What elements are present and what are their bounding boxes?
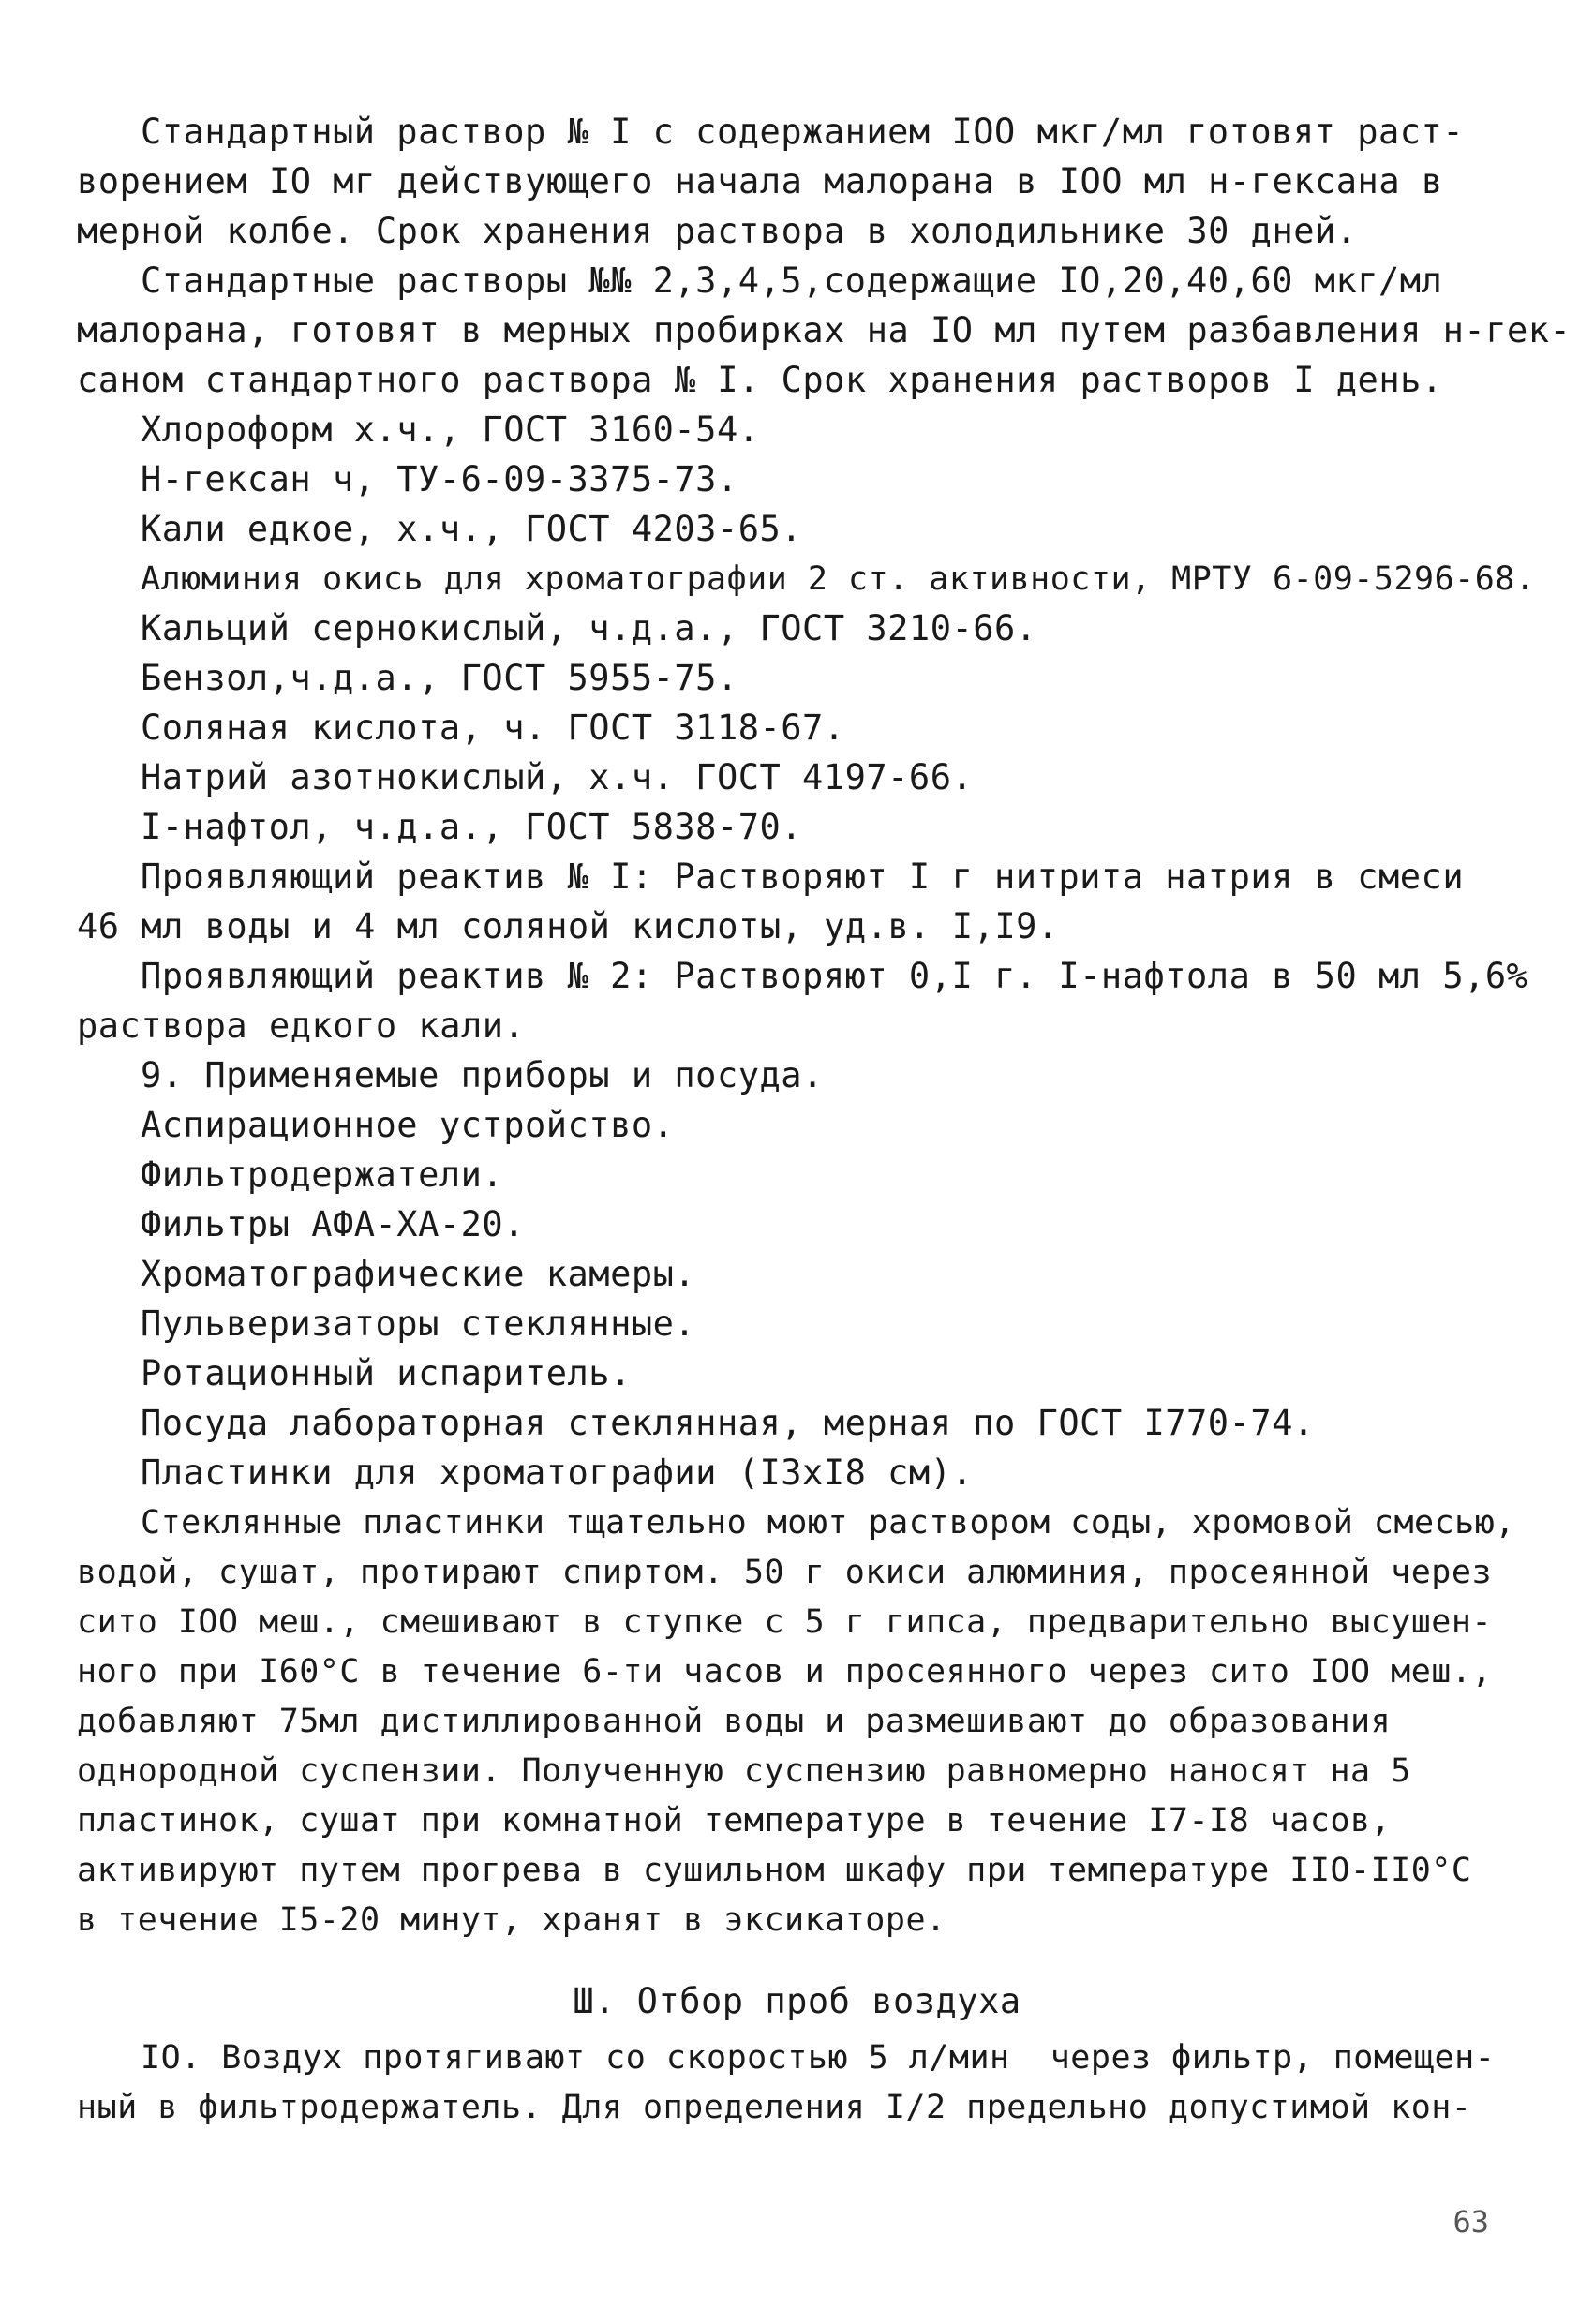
text-line: Стандартный раствор № I с содержанием IOO мкг/мл готовят раст- [141, 112, 1465, 152]
text-line: активируют путем прогрева в сушильном шкафу при температуре IIO-II0°С [77, 1852, 1472, 1889]
reagent-item: Кали едкое, х.ч., ГОСТ 4203-65. [141, 509, 803, 549]
reagent-item: Алюминия окись для хроматографии 2 ст. активности, МРТУ 6-09-5296-68. [141, 560, 1536, 598]
equipment-item: Посуда лабораторная стеклянная, мерная по ГОСТ I770-74. [141, 1403, 1315, 1443]
equipment-item: Пульверизаторы стеклянные. [141, 1304, 696, 1344]
equipment-item: Аспирационное устройство. [141, 1105, 675, 1145]
text-line: Стандартные растворы №№ 2,3,4,5,содержащие IO,20,40,60 мкг/мл [141, 261, 1443, 301]
text-line: малорана, готовят в мерных пробирках на IO мл путем разбавления н-гек- [77, 310, 1572, 350]
reagent-item: Соляная кислота, ч. ГОСТ 3118-67. [141, 708, 845, 748]
text-line: 46 мл воды и 4 мл соляной кислоты, уд.в. I,I9. [77, 906, 1059, 946]
text-line: Стеклянные пластинки тщательно моют раствором соды, хромовой смесью, [141, 1504, 1515, 1542]
equipment-item: Ротационный испаритель. [141, 1353, 632, 1393]
text-line: в течение I5-20 минут, хранят в эксикаторе. [77, 1901, 946, 1939]
text-line: саном стандартного раствора № I. Срок хранения растворов I день. [77, 360, 1443, 400]
reagent-item: Кальций сернокислый, ч.д.а., ГОСТ 3210-66. [141, 608, 1037, 648]
text-line: Проявляющий реактив № 2: Растворяют 0,I г. I-нафтола в 50 мл 5,6% [141, 956, 1528, 996]
page-number: 63 [1452, 2204, 1489, 2240]
text-line: пластинок, сушат при комнатной температуре в течение I7-I8 часов, [77, 1802, 1392, 1840]
section-title: Ш. Отбор проб воздуха [573, 1981, 1021, 2021]
text-line: Проявляющий реактив № I: Растворяют I г нитрита натрия в смеси [141, 857, 1465, 897]
text-line: раствора едкого кали. [77, 1006, 526, 1046]
text-line: добавляют 75мл дистиллированной воды и размешивают до образования [77, 1703, 1392, 1740]
text-line: сито IOO меш., смешивают в ступке с 5 г гипса, предварительно высушен- [77, 1603, 1493, 1641]
text-line: IO. Воздух протягивают со скоростью 5 л/мин через фильтр, помещен- [141, 2039, 1496, 2077]
equipment-item: Фильтродержатели. [141, 1155, 504, 1195]
equipment-item: Хроматографические камеры. [141, 1254, 696, 1294]
text-line: ворением IO мг действующего начала малорана в IOO мл н-гексана в [77, 161, 1443, 201]
text-line: ный в фильтродержатель. Для определения I/2 предельно допустимой кон- [77, 2089, 1472, 2126]
reagent-item: I-нафтол, ч.д.а., ГОСТ 5838-70. [141, 807, 803, 847]
reagent-item: Бензол,ч.д.а., ГОСТ 5955-75. [141, 658, 738, 698]
equipment-item: Фильтры АФА-ХА-20. [141, 1204, 525, 1244]
text-line: водой, сушат, протирают спиртом. 50 г окиси алюминия, просеянной через [77, 1554, 1493, 1591]
text-line: ного при I60°С в течение 6-ти часов и просеянного через сито IOO меш., [77, 1653, 1493, 1691]
equipment-item: Пластинки для хроматографии (I3хI8 см). [141, 1452, 974, 1493]
reagent-item: Хлороформ х.ч., ГОСТ 3160-54. [141, 410, 760, 450]
text-line: однородной суспензии. Полученную суспензию равномерно наносят на 5 [77, 1752, 1411, 1790]
reagent-item: Натрий азотнокислый, х.ч. ГОСТ 4197-66. [141, 757, 974, 797]
text-line: мерной колбе. Срок хранения раствора в холодильнике 30 дней. [77, 211, 1358, 251]
section-heading: 9. Применяемые приборы и посуда. [141, 1055, 824, 1095]
reagent-item: Н-гексан ч, ТУ-6-09-3375-73. [141, 459, 738, 499]
